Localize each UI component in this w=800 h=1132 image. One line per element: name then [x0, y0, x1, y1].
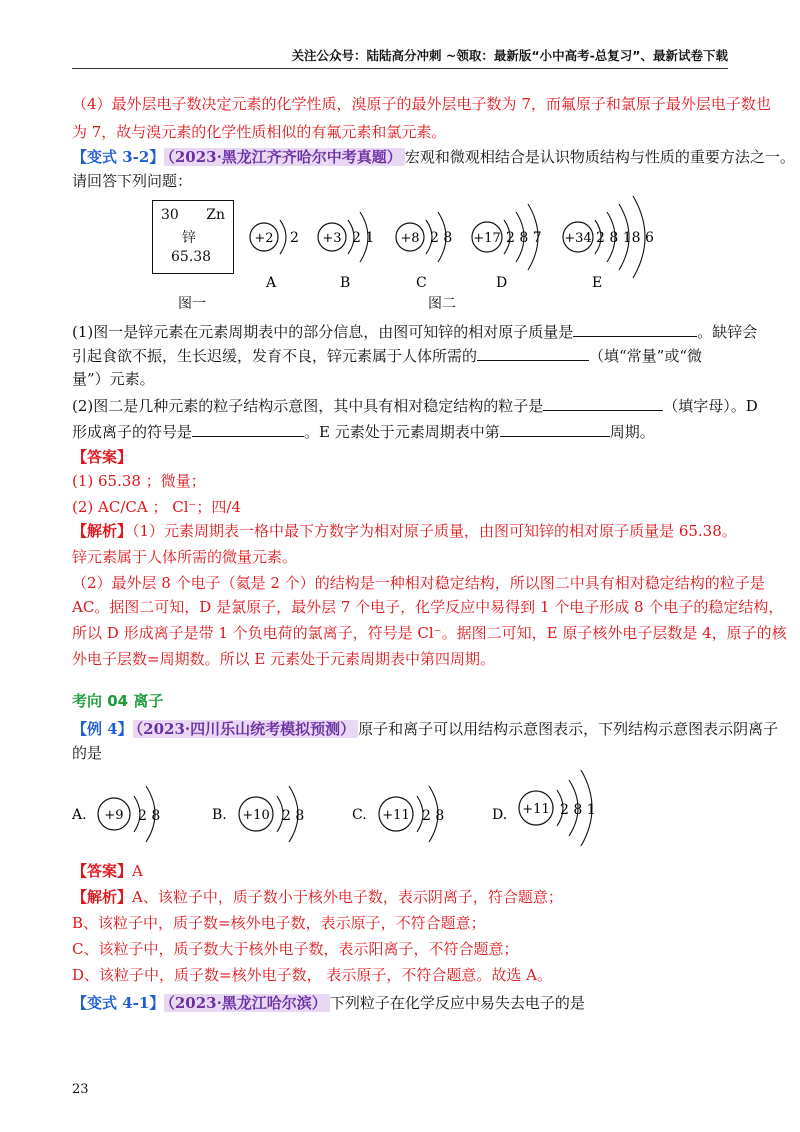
zn-atomic-number: 30 — [161, 207, 179, 223]
atom-B-label: B — [340, 275, 351, 291]
intro-line-1: （4）最外层电子数决定元素的化学性质，溴原子的最外层电子数为 7，而氟原子和氯原子最外层电子数也 — [72, 95, 771, 113]
atom-E-nucleus: +34 — [564, 231, 592, 246]
q32-explanation-1: 【解析】（1）元素周期表一格中最下方数字为相对原子质量，由图可知锌的相对原子质量是 65.38。 — [72, 522, 737, 540]
ex4-explanation-1: 【解析】A、该粒子中，质子数小于核外电子数，表示阴离子，符合题意； — [72, 888, 563, 906]
blank-element-type[interactable] — [477, 344, 589, 361]
svg-text:2 8: 2 8 — [282, 808, 305, 824]
blank-zinc-mass[interactable] — [573, 320, 697, 337]
blank-stable-particles[interactable] — [543, 394, 663, 411]
atom-structure-diagrams — [240, 190, 690, 295]
q32-explanation-2: 锌元素属于人体所需的微量元素。 — [72, 548, 298, 566]
header-rule — [72, 68, 728, 69]
ion-option-diagrams — [72, 768, 632, 853]
q41-source: （2023·黑龙江哈尔滨） — [164, 994, 329, 1012]
svg-text:+10: +10 — [242, 808, 270, 823]
fig1-caption: 图一 — [178, 296, 206, 312]
atom-D-shells: 2 8 7 — [506, 230, 542, 246]
option-C[interactable] — [352, 786, 444, 842]
q32-answer-label: 【答案】 — [72, 448, 133, 466]
q32-stem-line-2: 请回答下列问题： — [72, 172, 193, 190]
atom-E — [563, 196, 654, 291]
svg-text:2 8: 2 8 — [138, 808, 161, 824]
option-D[interactable] — [492, 770, 596, 846]
q32-stem: 宏观和微观相结合是认识物质结构与性质的重要方法之一。 — [404, 148, 795, 166]
q32-part1-line1: (1)图一是锌元素在元素周期表中的部分信息，由图可知锌的相对原子质量是 。缺锌会 — [72, 320, 732, 343]
atom-D-label: D — [496, 275, 508, 291]
fig2-caption: 图二 — [428, 296, 456, 312]
svg-text:2 8: 2 8 — [422, 808, 445, 824]
option-A[interactable] — [72, 786, 160, 842]
page-header: 关注公众号：陆陆高分冲刺 ~领取：最新版“小中高考-总复习”、最新试卷下载 — [291, 48, 728, 63]
intro-line-2: 为 7，故与溴元素的化学性质相似的有氟元素和氯元素。 — [72, 123, 447, 141]
atom-A-shells: 2 — [290, 230, 299, 246]
ex4-explanation-3: C、该粒子中，质子数大于核外电子数，表示阳离子，不符合题意； — [72, 940, 519, 958]
atom-C-nucleus: +8 — [400, 231, 420, 246]
ex4-source: （2023·四川乐山统考模拟预测） — [133, 720, 358, 738]
svg-text:+9: +9 — [104, 808, 124, 823]
q32-part2-line2: 形成离子的符号是 。E 元素处于元素周期表中第 周期。 — [72, 420, 732, 443]
ex4-stem-line-2: 的是 — [72, 744, 103, 762]
blank-period[interactable] — [500, 420, 610, 437]
q32-explanation-6: 外电子层数=周期数。所以 E 元素处于元素周期表中第四周期。 — [72, 650, 496, 668]
svg-text:A.: A. — [72, 807, 87, 823]
q32-part1-line3: 量”）元素。 — [72, 370, 155, 388]
svg-text:2 8 1: 2 8 1 — [560, 802, 596, 818]
zn-mass: 65.38 — [171, 249, 212, 265]
section-title: 考向 04 离子 — [72, 692, 164, 710]
ex4-answer: 【答案】A — [72, 862, 143, 880]
q32-source: （2023·黑龙江齐齐哈尔中考真题） — [164, 148, 404, 166]
q32-answer-1: (1) 65.38 ；微量； — [72, 472, 206, 490]
q32-explanation-3: （2）最外层 8 个电子（氦是 2 个）的结构是一种相对稳定结构，所以图二中具有相对稳定结构的粒子是 — [72, 574, 765, 592]
atom-B — [318, 212, 374, 291]
atom-D — [472, 204, 542, 291]
zn-name: 锌 — [182, 230, 196, 246]
zinc-periodic-cell — [152, 200, 234, 274]
ex4-stem-line: 【例 4】 （2023·四川乐山统考模拟预测） 原子和离子可以用结构示意图表示，下列结构示意图表示阴离子 — [72, 720, 779, 738]
svg-text:B.: B. — [212, 807, 227, 823]
atom-E-shells: 2 8 18 6 — [596, 230, 654, 246]
q32-part1-line2: 引起食欲不振，生长迟缓，发育不良，锌元素属于人体所需的 （填“常量”或“微 — [72, 344, 732, 367]
atom-C-shells: 2 8 — [430, 230, 453, 246]
q41-stem-line: 【变式 4-1】 （2023·黑龙江哈尔滨） 下列粒子在化学反应中易失去电子的是 — [72, 994, 585, 1012]
q32-explanation-5: 所以 D 形成离子是带 1 个负电荷的氯离子，符号是 Cl⁻。据图二可知，E 原子核外电子层数是 4，原子的核 — [72, 624, 787, 642]
svg-text:+11: +11 — [382, 808, 410, 823]
page-number: 23 — [72, 1082, 89, 1097]
zn-symbol: Zn — [206, 207, 225, 223]
ex4-explanation-4: D、该粒子中，质子数=核外电子数， 表示原子，不符合题意。故选 A。 — [72, 966, 552, 984]
atom-E-label: E — [592, 275, 603, 291]
atom-A — [250, 220, 299, 291]
q32-stem-line — [72, 146, 795, 168]
atom-A-label: A — [266, 275, 277, 291]
atom-B-nucleus: +3 — [322, 231, 342, 246]
q32-answer-2: (2) AC/CA ； Cl⁻；四/4 — [72, 498, 242, 516]
atom-D-nucleus: +17 — [473, 231, 501, 246]
option-B[interactable] — [212, 786, 304, 842]
atom-C-label: C — [416, 275, 427, 291]
q32-part2-line1: (2)图二是几种元素的粒子结构示意图，其中具有相对稳定结构的粒子是 （填字母）。D — [72, 394, 732, 417]
blank-ion-symbol[interactable] — [192, 420, 304, 437]
q32-label: 【变式 3-2】 — [72, 148, 165, 166]
atom-C — [396, 212, 452, 291]
svg-text:+11: +11 — [522, 802, 550, 817]
svg-text:C.: C. — [352, 807, 367, 823]
svg-text:D.: D. — [492, 807, 508, 823]
atom-A-nucleus: +2 — [254, 231, 274, 246]
q32-explanation-4: AC。据图二可知，D 是氯原子，最外层 7 个电子，化学反应中易得到 1 个电子形成 8 个电子的稳定结构， — [72, 598, 784, 616]
ex4-explanation-2: B、该粒子中，质子数=核外电子数，表示原子，不符合题意； — [72, 914, 486, 932]
atom-B-shells: 2 1 — [352, 230, 375, 246]
